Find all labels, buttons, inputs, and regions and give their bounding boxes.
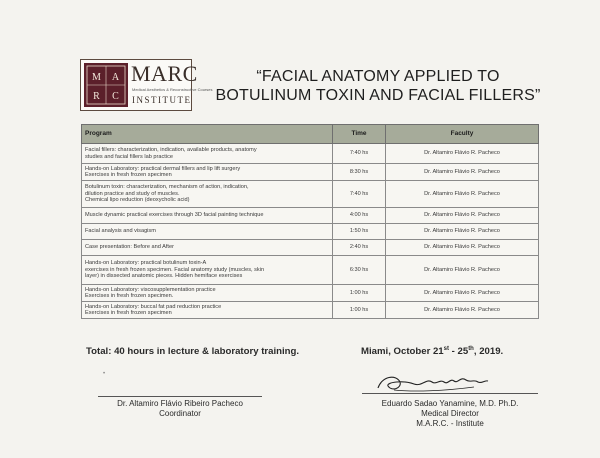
- program-cell: [82, 256, 333, 285]
- time-cell: 6:30 hs: [333, 256, 386, 285]
- program-line: Muscle dynamic practical exercises through 3D facial painting technique: [85, 212, 264, 219]
- table-row: [82, 302, 539, 319]
- stray-mark: •: [103, 371, 106, 377]
- program-cell: [82, 208, 333, 224]
- table-row: [82, 181, 539, 208]
- table-header-row: [82, 125, 539, 144]
- coordinator-signature-block: [98, 399, 262, 419]
- course-title-line-1: “FACIAL ANATOMY APPLIED TO: [256, 68, 500, 85]
- schedule-table: [81, 124, 539, 319]
- table-row: [82, 144, 539, 164]
- signature-line-left: [98, 396, 262, 397]
- time-cell: 8:30 hs: [333, 164, 386, 181]
- logo-mark: [84, 63, 128, 107]
- table-row: [82, 224, 539, 240]
- faculty-cell: Dr. Altamiro Flávio R. Pacheco: [386, 164, 539, 181]
- logo-wordmark: MARC: [131, 61, 198, 86]
- program-line: Facial fillers: characterization, indication, available products, anatomy: [85, 147, 257, 154]
- program-cell: [82, 285, 333, 302]
- logo-subtitle: Medical Aesthetics & Reconstructive Courses: [132, 87, 213, 92]
- place-date-sup-start: st: [443, 346, 449, 352]
- logo-institute: INSTITUTE: [132, 95, 192, 105]
- time-cell: 1:00 hs: [333, 302, 386, 319]
- logo-letter-a: A: [111, 72, 120, 83]
- header-time: Time: [333, 125, 386, 144]
- program-line: Hands-on Laboratory: practical botulinum toxin-A: [85, 260, 207, 267]
- program-line: Case presentation: Before and After: [85, 244, 174, 251]
- program-line: Exercises in fresh frozen specimen: [85, 172, 172, 178]
- program-cell: [82, 144, 333, 164]
- program-line: Exercises in fresh frozen specimen.: [85, 293, 174, 299]
- table-row: [82, 208, 539, 224]
- header-program: Program: [82, 125, 333, 144]
- program-line: dilution practice and study of muscles.: [85, 190, 180, 197]
- faculty-cell: Dr. Altamiro Flávio R. Pacheco: [386, 181, 539, 208]
- total-hours: Total: 40 hours in lecture & laboratory training.: [86, 346, 300, 357]
- program-line: Exercises in fresh frozen specimen: [85, 310, 172, 316]
- header-faculty: Faculty: [386, 125, 539, 144]
- faculty-cell: Dr. Altamiro Flávio R. Pacheco: [386, 256, 539, 285]
- time-cell: 4:00 hs: [333, 208, 386, 224]
- place-date-mid: - 25: [448, 346, 469, 358]
- time-cell: 7:40 hs: [333, 144, 386, 164]
- program-cell: [82, 302, 333, 319]
- program-line: studies and facial fillers lab practice: [85, 153, 173, 160]
- program-line: Facial analysis and visagism: [85, 228, 156, 235]
- place-and-date: [361, 346, 503, 357]
- logo-letter-r: R: [93, 91, 100, 102]
- coordinator-role: Coordinator: [159, 409, 201, 418]
- place-date-suffix: , 2019.: [473, 346, 504, 358]
- program-line: Hands-on Laboratory: buccal fat pad reduction practice: [85, 303, 222, 310]
- faculty-cell: Dr. Altamiro Flávio R. Pacheco: [386, 144, 539, 164]
- program-line: Chemical lipo reduction (deoxycholic acid): [85, 197, 190, 204]
- time-cell: 1:00 hs: [333, 285, 386, 302]
- program-cell: [82, 181, 333, 208]
- program-cell: [82, 224, 333, 240]
- director-org: M.A.R.C. - Institute: [416, 419, 484, 428]
- time-cell: 7:40 hs: [333, 181, 386, 208]
- table-row: [82, 240, 539, 256]
- program-line: Botulinum toxin: characterization, mechanism of action, indication,: [85, 184, 249, 191]
- program-line: Hands-on Laboratory: practical dermal fillers and lip lift surgery: [85, 165, 241, 172]
- time-cell: 2:40 hs: [333, 240, 386, 256]
- table-row: [82, 164, 539, 181]
- place-date-sup-end: th: [468, 346, 474, 352]
- program-line: layer) in dissected anatomic pieces. Hidden hemiface exercises: [85, 273, 243, 280]
- time-cell: 1:50 hs: [333, 224, 386, 240]
- table-row: [82, 256, 539, 285]
- program-line: exercises in fresh frozen specimen. Facial anatomy study (muscles, skin: [85, 266, 265, 273]
- course-title-line-2: BOTULINUM TOXIN AND FACIAL FILLERS”: [215, 87, 541, 104]
- program-line: Hands-on Laboratory: viscosupplementation practice: [85, 286, 216, 293]
- logo-letter-c: C: [112, 91, 119, 102]
- director-role: Medical Director: [421, 409, 479, 418]
- faculty-cell: Dr. Altamiro Flávio R. Pacheco: [386, 285, 539, 302]
- handwritten-signature: [374, 370, 494, 396]
- place-date-prefix: Miami, October 21: [361, 346, 444, 358]
- course-title: [198, 67, 558, 105]
- coordinator-name: Dr. Altamiro Flávio Ribeiro Pacheco: [117, 399, 243, 408]
- faculty-cell: Dr. Altamiro Flávio R. Pacheco: [386, 302, 539, 319]
- logo-letter-m: M: [92, 72, 101, 83]
- faculty-cell: Dr. Altamiro Flávio R. Pacheco: [386, 240, 539, 256]
- program-cell: [82, 164, 333, 181]
- program-cell: [82, 240, 333, 256]
- faculty-cell: Dr. Altamiro Flávio R. Pacheco: [386, 208, 539, 224]
- director-name: Eduardo Sadao Yanamine, M.D. Ph.D.: [381, 399, 519, 408]
- director-signature-block: [362, 399, 538, 429]
- faculty-cell: Dr. Altamiro Flávio R. Pacheco: [386, 224, 539, 240]
- table-row: [82, 285, 539, 302]
- marc-logo: [80, 59, 213, 111]
- schedule-body: [82, 144, 539, 319]
